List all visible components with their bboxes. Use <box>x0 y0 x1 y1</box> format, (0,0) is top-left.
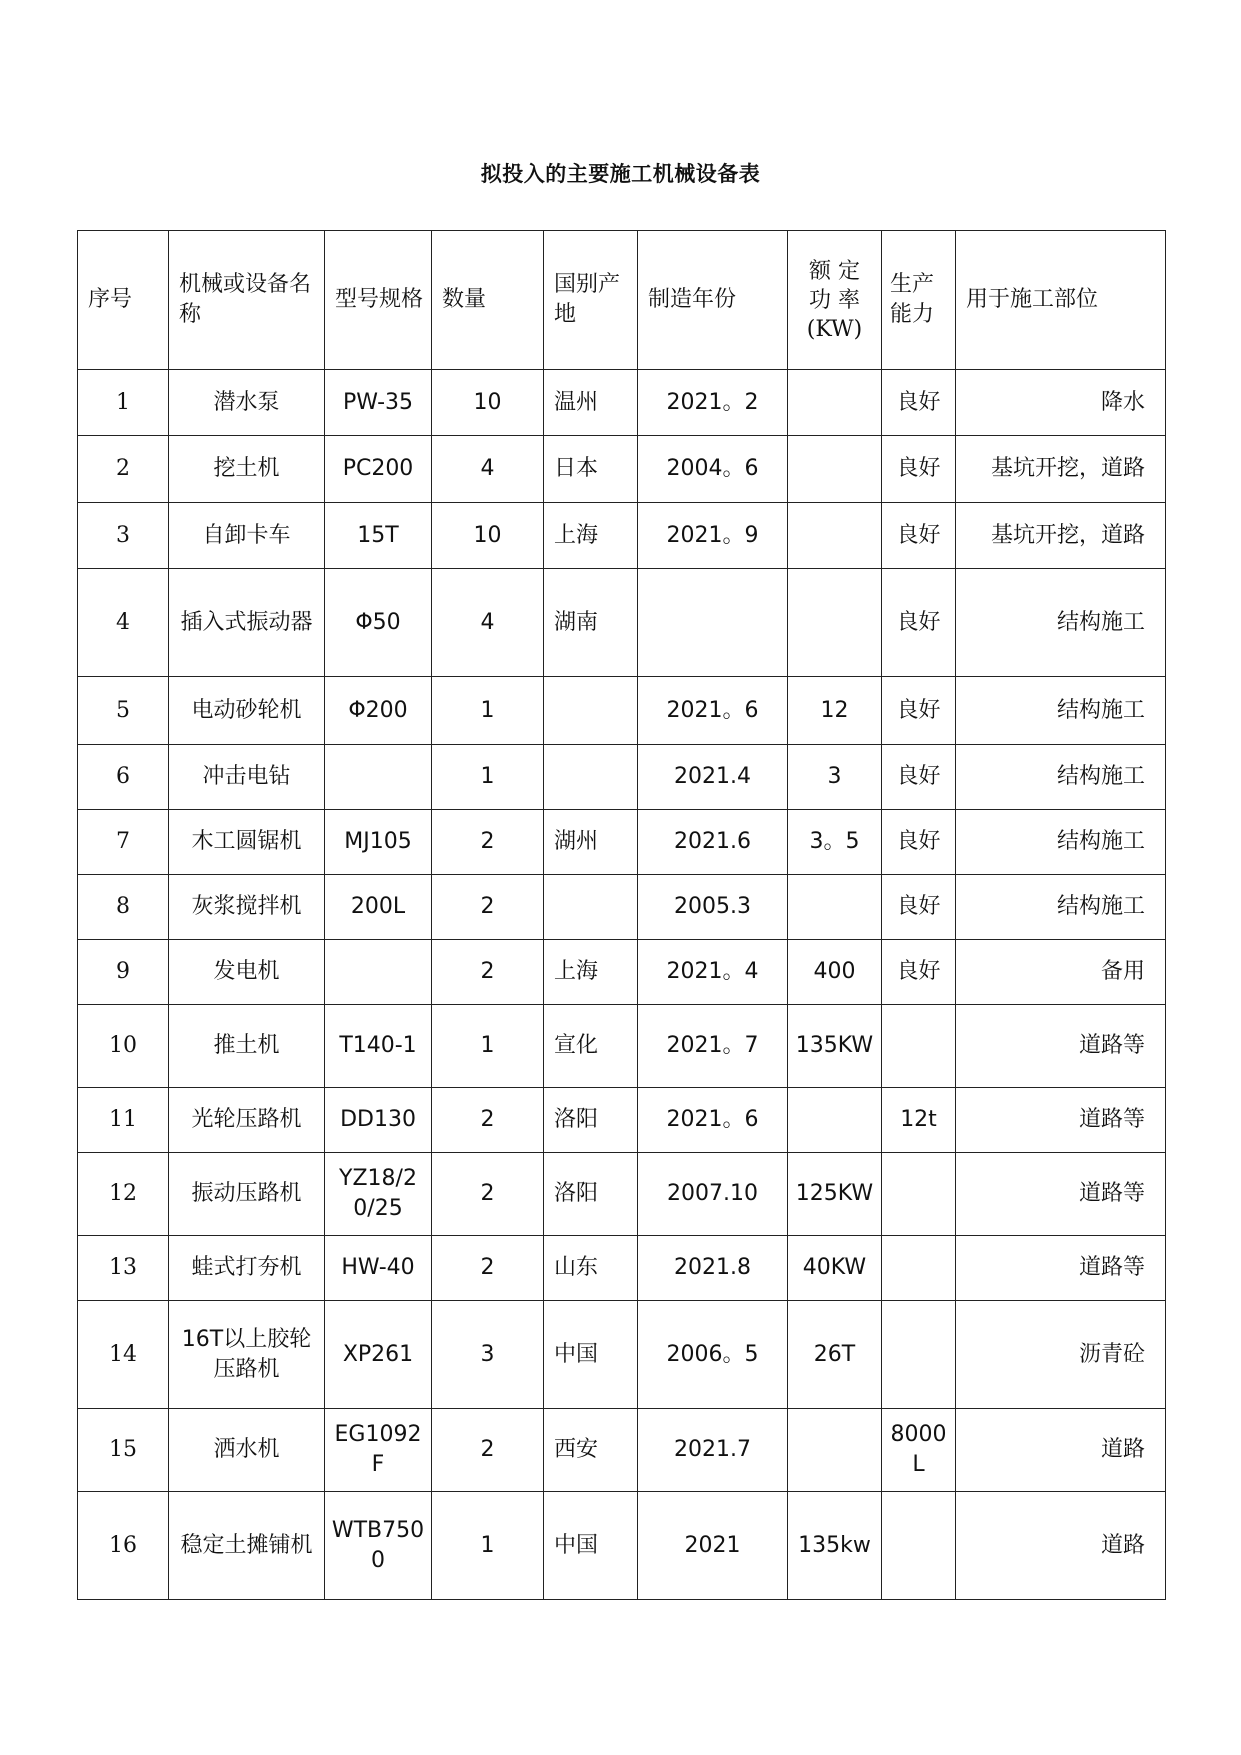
cell-year: 2005.3 <box>638 875 788 940</box>
cell-model: EG1092F <box>325 1409 432 1492</box>
cell-no: 5 <box>78 677 169 745</box>
cell-usage: 基坑开挖，道路 <box>956 503 1166 569</box>
cell-no: 14 <box>78 1301 169 1409</box>
cell-origin <box>544 677 638 745</box>
cell-year <box>638 569 788 677</box>
cell-capacity: 良好 <box>882 677 956 745</box>
table-row <box>78 745 1166 810</box>
cell-qty: 2 <box>432 940 544 1005</box>
cell-name: 挖土机 <box>169 436 325 503</box>
cell-power <box>788 569 882 677</box>
cell-capacity <box>882 1301 956 1409</box>
cell-model: MJ105 <box>325 810 432 875</box>
cell-usage: 结构施工 <box>956 569 1166 677</box>
cell-year: 2021。4 <box>638 940 788 1005</box>
header-rated-line1: 额 定 <box>809 258 860 284</box>
header-origin: 国别产地 <box>544 231 638 370</box>
table-row <box>78 1492 1166 1600</box>
cell-power: 135KW <box>788 1005 882 1088</box>
cell-year: 2006。5 <box>638 1301 788 1409</box>
cell-name: 电动砂轮机 <box>169 677 325 745</box>
cell-year: 2021。7 <box>638 1005 788 1088</box>
cell-name: 光轮压路机 <box>169 1088 325 1153</box>
cell-power: 3。5 <box>788 810 882 875</box>
cell-qty: 1 <box>432 1005 544 1088</box>
cell-power <box>788 436 882 503</box>
cell-capacity <box>882 1005 956 1088</box>
cell-capacity: 良好 <box>882 875 956 940</box>
cell-model: DD130 <box>325 1088 432 1153</box>
cell-year: 2021。6 <box>638 677 788 745</box>
cell-model: Φ50 <box>325 569 432 677</box>
cell-name: 插入式振动器 <box>169 569 325 677</box>
cell-qty: 2 <box>432 1153 544 1236</box>
cell-origin: 日本 <box>544 436 638 503</box>
cell-origin: 中国 <box>544 1301 638 1409</box>
cell-origin: 湖南 <box>544 569 638 677</box>
cell-no: 9 <box>78 940 169 1005</box>
cell-year: 2021.8 <box>638 1236 788 1301</box>
cell-no: 1 <box>78 370 169 436</box>
header-name: 机械或设备名称 <box>169 231 325 370</box>
cell-power: 135kw <box>788 1492 882 1600</box>
cell-name: 稳定土摊铺机 <box>169 1492 325 1600</box>
cell-usage: 道路等 <box>956 1088 1166 1153</box>
cell-usage: 结构施工 <box>956 875 1166 940</box>
header-usage: 用于施工部位 <box>956 231 1166 370</box>
cell-origin: 山东 <box>544 1236 638 1301</box>
cell-usage: 道路 <box>956 1409 1166 1492</box>
cell-capacity <box>882 1236 956 1301</box>
cell-capacity: 良好 <box>882 503 956 569</box>
cell-power: 40KW <box>788 1236 882 1301</box>
header-rated-power <box>788 231 882 370</box>
cell-power <box>788 370 882 436</box>
table-row <box>78 677 1166 745</box>
cell-model: XP261 <box>325 1301 432 1409</box>
cell-origin: 洛阳 <box>544 1153 638 1236</box>
cell-model <box>325 940 432 1005</box>
cell-qty: 2 <box>432 1088 544 1153</box>
cell-no: 12 <box>78 1153 169 1236</box>
cell-year: 2021.7 <box>638 1409 788 1492</box>
header-no: 序号 <box>78 231 169 370</box>
table-row <box>78 370 1166 436</box>
cell-origin: 宣化 <box>544 1005 638 1088</box>
cell-year: 2021.6 <box>638 810 788 875</box>
table-row <box>78 1301 1166 1409</box>
cell-qty: 4 <box>432 569 544 677</box>
cell-power <box>788 875 882 940</box>
cell-no: 7 <box>78 810 169 875</box>
table-row <box>78 875 1166 940</box>
cell-origin: 上海 <box>544 940 638 1005</box>
cell-power <box>788 1409 882 1492</box>
table-row <box>78 1409 1166 1492</box>
cell-usage: 结构施工 <box>956 745 1166 810</box>
cell-no: 16 <box>78 1492 169 1600</box>
table-row <box>78 1236 1166 1301</box>
table-row <box>78 1005 1166 1088</box>
cell-no: 2 <box>78 436 169 503</box>
cell-name: 洒水机 <box>169 1409 325 1492</box>
cell-name: 发电机 <box>169 940 325 1005</box>
cell-usage: 沥青砼 <box>956 1301 1166 1409</box>
header-rated-line3: (KW) <box>806 316 863 342</box>
cell-no: 8 <box>78 875 169 940</box>
table-row <box>78 810 1166 875</box>
cell-year: 2021。6 <box>638 1088 788 1153</box>
cell-usage: 备用 <box>956 940 1166 1005</box>
cell-qty: 10 <box>432 503 544 569</box>
equipment-table <box>77 230 1166 1600</box>
cell-model: T140-1 <box>325 1005 432 1088</box>
cell-name: 推土机 <box>169 1005 325 1088</box>
cell-no: 11 <box>78 1088 169 1153</box>
cell-name: 自卸卡车 <box>169 503 325 569</box>
cell-usage: 降水 <box>956 370 1166 436</box>
cell-capacity: 良好 <box>882 569 956 677</box>
cell-qty: 10 <box>432 370 544 436</box>
table-row <box>78 1088 1166 1153</box>
header-capacity: 生产能力 <box>882 231 956 370</box>
cell-name: 冲击电钻 <box>169 745 325 810</box>
cell-power: 3 <box>788 745 882 810</box>
cell-usage: 结构施工 <box>956 810 1166 875</box>
cell-name: 灰浆搅拌机 <box>169 875 325 940</box>
cell-origin <box>544 875 638 940</box>
cell-usage: 基坑开挖，道路 <box>956 436 1166 503</box>
cell-power: 125KW <box>788 1153 882 1236</box>
header-year: 制造年份 <box>638 231 788 370</box>
header-rated-line2: 功 率 <box>809 287 860 313</box>
page-title: 拟投入的主要施工机械设备表 <box>480 162 761 186</box>
cell-no: 4 <box>78 569 169 677</box>
cell-no: 10 <box>78 1005 169 1088</box>
cell-no: 3 <box>78 503 169 569</box>
cell-capacity: 良好 <box>882 436 956 503</box>
cell-model: Φ200 <box>325 677 432 745</box>
cell-name: 潜水泵 <box>169 370 325 436</box>
cell-capacity: 良好 <box>882 370 956 436</box>
header-model: 型号规格 <box>325 231 432 370</box>
cell-capacity: 8000L <box>882 1409 956 1492</box>
cell-usage: 道路等 <box>956 1153 1166 1236</box>
cell-model: 15T <box>325 503 432 569</box>
table-row <box>78 503 1166 569</box>
cell-year: 2021 <box>638 1492 788 1600</box>
cell-name: 木工圆锯机 <box>169 810 325 875</box>
cell-name: 16T以上胶轮压路机 <box>169 1301 325 1409</box>
cell-usage: 道路等 <box>956 1236 1166 1301</box>
cell-qty: 3 <box>432 1301 544 1409</box>
cell-qty: 1 <box>432 1492 544 1600</box>
cell-year: 2021。9 <box>638 503 788 569</box>
cell-origin: 洛阳 <box>544 1088 638 1153</box>
cell-power: 26T <box>788 1301 882 1409</box>
cell-power <box>788 1088 882 1153</box>
cell-capacity <box>882 1492 956 1600</box>
cell-usage: 道路 <box>956 1492 1166 1600</box>
cell-model: 200L <box>325 875 432 940</box>
cell-qty: 1 <box>432 677 544 745</box>
cell-power <box>788 503 882 569</box>
cell-year: 2004。6 <box>638 436 788 503</box>
cell-power: 400 <box>788 940 882 1005</box>
cell-power: 12 <box>788 677 882 745</box>
cell-qty: 2 <box>432 810 544 875</box>
cell-usage: 结构施工 <box>956 677 1166 745</box>
cell-no: 15 <box>78 1409 169 1492</box>
header-qty: 数量 <box>432 231 544 370</box>
cell-origin: 西安 <box>544 1409 638 1492</box>
cell-origin: 中国 <box>544 1492 638 1600</box>
cell-year: 2021.4 <box>638 745 788 810</box>
cell-model: PC200 <box>325 436 432 503</box>
table-row <box>78 940 1166 1005</box>
table-row <box>78 569 1166 677</box>
cell-name: 蛙式打夯机 <box>169 1236 325 1301</box>
cell-no: 6 <box>78 745 169 810</box>
cell-qty: 2 <box>432 1236 544 1301</box>
table-row <box>78 436 1166 503</box>
cell-model: YZ18/20/25 <box>325 1153 432 1236</box>
cell-no: 13 <box>78 1236 169 1301</box>
cell-model: HW-40 <box>325 1236 432 1301</box>
cell-origin: 温州 <box>544 370 638 436</box>
header-row <box>78 231 1166 370</box>
cell-qty: 2 <box>432 875 544 940</box>
cell-capacity <box>882 1153 956 1236</box>
cell-qty: 2 <box>432 1409 544 1492</box>
cell-capacity: 良好 <box>882 745 956 810</box>
cell-capacity: 12t <box>882 1088 956 1153</box>
cell-model: WTB7500 <box>325 1492 432 1600</box>
cell-model: PW-35 <box>325 370 432 436</box>
cell-qty: 1 <box>432 745 544 810</box>
cell-capacity: 良好 <box>882 940 956 1005</box>
cell-capacity: 良好 <box>882 810 956 875</box>
cell-year: 2021。2 <box>638 370 788 436</box>
cell-usage: 道路等 <box>956 1005 1166 1088</box>
cell-name: 振动压路机 <box>169 1153 325 1236</box>
cell-origin <box>544 745 638 810</box>
cell-year: 2007.10 <box>638 1153 788 1236</box>
cell-origin: 上海 <box>544 503 638 569</box>
cell-model <box>325 745 432 810</box>
cell-qty: 4 <box>432 436 544 503</box>
cell-origin: 湖州 <box>544 810 638 875</box>
table-row <box>78 1153 1166 1236</box>
